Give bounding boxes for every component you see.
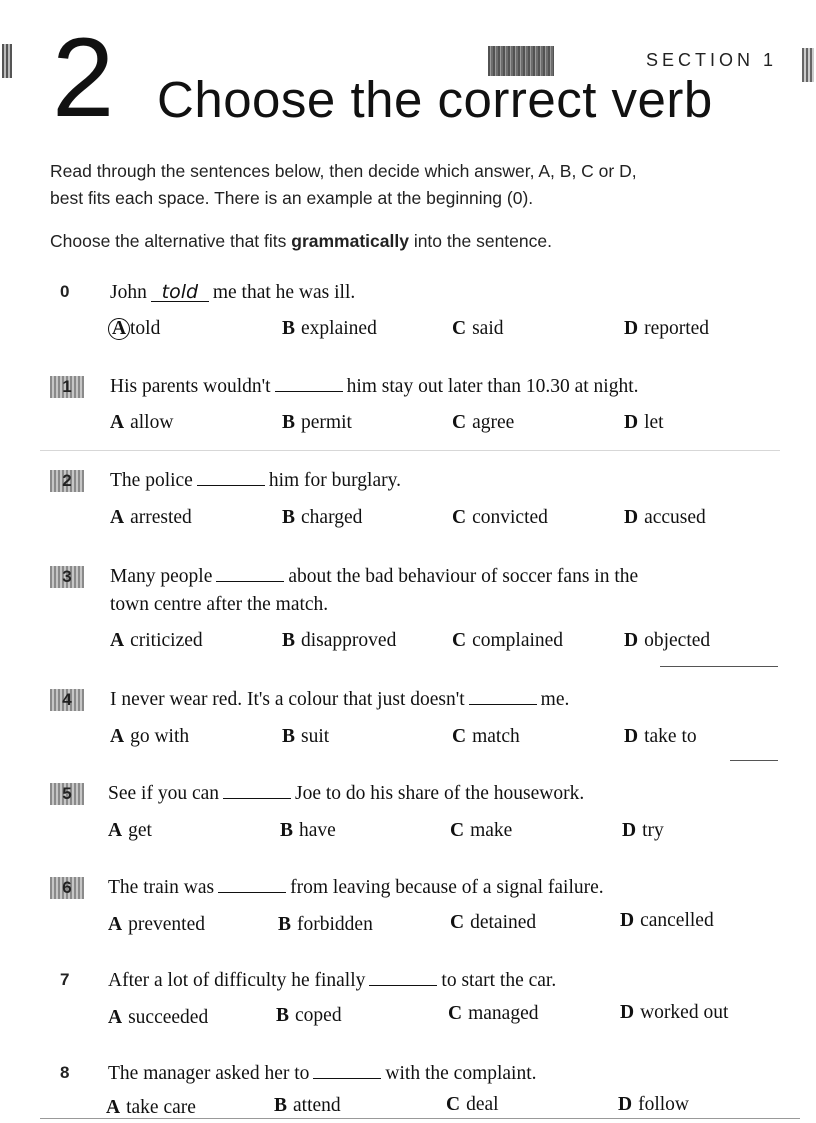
question-stem: His parents wouldn't him stay out later than 10.30 at night.: [110, 376, 639, 397]
emphasis: grammatically: [291, 231, 409, 251]
question-number: 5: [50, 783, 84, 805]
answer-blank[interactable]: [218, 878, 286, 893]
option-a[interactable]: A arrested: [110, 507, 192, 528]
answer-blank[interactable]: [313, 1064, 381, 1079]
option-d[interactable]: D follow: [618, 1094, 690, 1115]
divider: [40, 1118, 800, 1119]
option-c[interactable]: C convicted: [452, 507, 548, 528]
question-stem: After a lot of difficulty he finally to start the car.: [108, 970, 557, 991]
option-b[interactable]: B charged: [282, 507, 363, 528]
section-label: SECTION 1: [646, 50, 778, 70]
option-c[interactable]: C said: [452, 318, 504, 339]
instructions-line-1: Read through the sentences below, then decide which answer, A, B, C or D,: [50, 161, 637, 181]
question-stem: The manager asked her to with the complaint.: [108, 1063, 537, 1084]
answer-blank[interactable]: [223, 784, 291, 799]
option-d[interactable]: D objected: [624, 630, 711, 651]
question-stem: Many people about the bad behaviour of soccer fans in the town centre after the match.: [110, 566, 639, 615]
question-number: 0: [60, 282, 70, 301]
answer-blank[interactable]: [216, 567, 284, 582]
option-a[interactable]: A prevented: [108, 914, 205, 935]
question-number: 7: [60, 970, 70, 989]
instructions-line-3: Choose the alternative that fits grammatically into the sentence.: [50, 231, 552, 251]
option-c[interactable]: C complained: [452, 630, 564, 651]
option-b[interactable]: B explained: [282, 318, 377, 339]
exercise-title: Choose the correct verb: [157, 71, 713, 128]
option-a[interactable]: A go with: [110, 726, 190, 747]
option-d[interactable]: D reported: [624, 318, 710, 339]
question-stem: I never wear red. It's a colour that just doesn't me.: [110, 689, 570, 710]
option-d[interactable]: D accused: [624, 507, 706, 528]
scan-artifact: [2, 44, 12, 78]
option-a[interactable]: A criticized: [110, 630, 203, 651]
option-b[interactable]: B permit: [282, 412, 352, 433]
option-b[interactable]: B disapproved: [282, 630, 397, 651]
divider: [730, 760, 778, 761]
option-d[interactable]: D let: [624, 412, 664, 433]
question-stem: John told me that he was ill.: [110, 281, 356, 303]
option-a[interactable]: A get: [108, 820, 152, 841]
question-stem: See if you can Joe to do his share of the housework.: [108, 783, 585, 804]
answer-blank[interactable]: [275, 377, 343, 392]
answer-blank[interactable]: told: [151, 283, 209, 302]
option-d[interactable]: D cancelled: [620, 910, 714, 931]
option-a[interactable]: A succeeded: [108, 1007, 209, 1028]
exercise-number: 2: [52, 15, 115, 140]
option-c[interactable]: C make: [450, 820, 513, 841]
option-c[interactable]: C deal: [446, 1094, 499, 1115]
divider: [40, 450, 780, 451]
option-a[interactable]: A take care: [106, 1097, 196, 1118]
question-stem: The train was from leaving because of a signal failure.: [108, 877, 604, 898]
divider: [660, 666, 778, 667]
answer-blank[interactable]: [469, 690, 537, 705]
scan-artifact: [802, 48, 814, 82]
option-a[interactable]: A allow: [110, 412, 174, 433]
question-number: 3: [50, 566, 84, 588]
question-number: 6: [50, 877, 84, 899]
answer-blank[interactable]: [197, 471, 265, 486]
option-b[interactable]: B attend: [274, 1095, 341, 1116]
option-c[interactable]: C match: [452, 726, 520, 747]
question-number: 2: [50, 470, 84, 492]
question-stem: The police him for burglary.: [110, 470, 401, 491]
question-number: 4: [50, 689, 84, 711]
option-d[interactable]: D try: [622, 820, 664, 841]
instructions-line-2: best fits each space. There is an example at the beginning (0).: [50, 188, 534, 208]
option-b[interactable]: B have: [280, 820, 336, 841]
option-d[interactable]: D worked out: [620, 1002, 729, 1023]
option-c[interactable]: C detained: [450, 912, 537, 933]
question-number: 8: [60, 1063, 70, 1082]
option-d[interactable]: D take to: [624, 726, 697, 747]
option-a[interactable]: A told: [108, 318, 160, 340]
option-b[interactable]: B coped: [276, 1005, 342, 1026]
option-c[interactable]: C agree: [452, 412, 515, 433]
option-c[interactable]: C managed: [448, 1003, 539, 1024]
question-number: 1: [50, 376, 84, 398]
option-b[interactable]: B suit: [282, 726, 330, 747]
option-b[interactable]: B forbidden: [278, 914, 373, 935]
answer-blank[interactable]: [369, 971, 437, 986]
